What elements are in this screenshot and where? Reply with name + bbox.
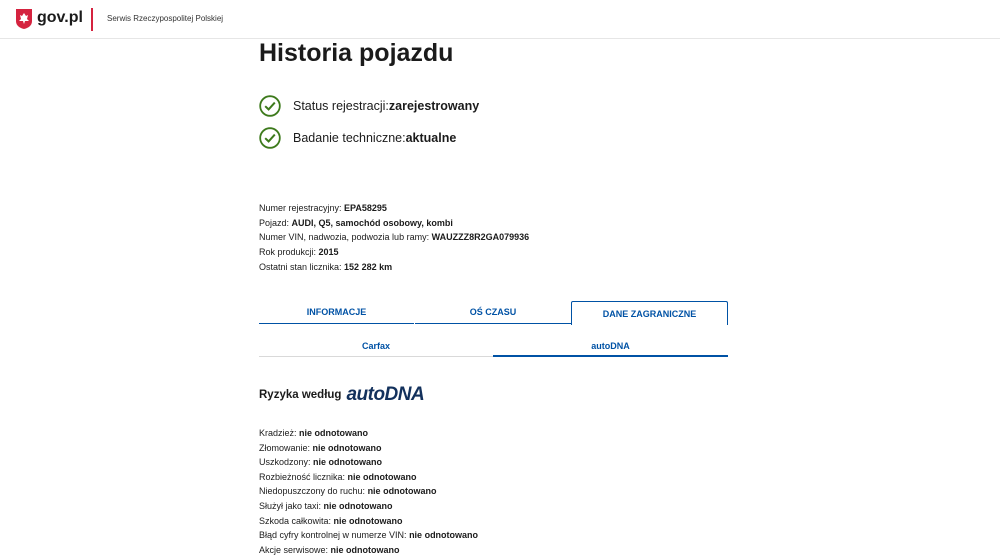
main-tabs bbox=[259, 301, 728, 325]
service-name: Serwis Rzeczypospolitej Polskiej bbox=[107, 14, 224, 23]
registration-status bbox=[259, 95, 479, 117]
risk-heading bbox=[259, 384, 424, 406]
list-item: Służył jako taxi: nie odnotowano bbox=[259, 500, 393, 511]
autodna-logo: autoDNA bbox=[346, 384, 425, 405]
list-item: Niedopuszczony do ruchu: nie odnotowano bbox=[259, 486, 437, 497]
top-bar bbox=[0, 0, 1000, 39]
tab-os-czasu[interactable]: OŚ CZASU bbox=[415, 301, 571, 324]
check-circle-icon bbox=[259, 127, 281, 149]
detail-production-year: Rok produkcji: 2015 bbox=[259, 247, 339, 258]
header-divider bbox=[91, 8, 93, 31]
tab-informacje[interactable]: INFORMACJE bbox=[259, 301, 414, 324]
poland-emblem-icon[interactable] bbox=[15, 8, 33, 30]
list-item: Akcje serwisowe: nie odnotowano bbox=[259, 544, 400, 555]
detail-odometer: Ostatni stan licznika: 152 282 km bbox=[259, 261, 393, 272]
risk-heading-label: Ryzyka według bbox=[259, 389, 342, 401]
status-value: zarejestrowany bbox=[388, 99, 480, 113]
detail-vehicle: Pojazd: AUDI, Q5, samochód osobowy, kombi bbox=[259, 217, 453, 228]
inspection-status bbox=[259, 127, 456, 149]
page-title: Historia pojazdu bbox=[259, 39, 454, 67]
subtab-autodna[interactable]: autoDNA bbox=[493, 336, 728, 357]
list-item: Błąd cyfry kontrolnej w numerze VIN: nie odnotowano bbox=[259, 530, 479, 541]
gov-pl-logo[interactable]: gov.pl bbox=[37, 9, 83, 26]
list-item: Szkoda całkowita: nie odnotowano bbox=[259, 515, 403, 526]
list-item: Uszkodzony: nie odnotowano bbox=[259, 457, 383, 468]
source-subtabs bbox=[259, 336, 728, 358]
list-item: Kradzież: nie odnotowano bbox=[259, 428, 369, 438]
subtab-carfax[interactable]: Carfax bbox=[259, 336, 493, 357]
list-item: Rozbieżność licznika: nie odnotowano bbox=[259, 471, 417, 482]
check-circle-icon bbox=[259, 95, 281, 117]
status-label: Status rejestracji: bbox=[293, 99, 389, 113]
vehicle-details bbox=[259, 201, 529, 275]
detail-registration-number: Numer rejestracyjny: EPA58295 bbox=[259, 203, 387, 213]
risk-list bbox=[259, 426, 478, 557]
tab-dane-zagraniczne[interactable]: DANE ZAGRANICZNE bbox=[571, 301, 728, 325]
list-item: Złomowanie: nie odnotowano bbox=[259, 442, 382, 453]
status-label: Badanie techniczne: bbox=[293, 131, 406, 145]
detail-vin: Numer VIN, nadwozia, podwozia lub ramy: WAUZZZ8R2GA079936 bbox=[259, 232, 530, 243]
status-value: aktualne bbox=[405, 131, 457, 145]
